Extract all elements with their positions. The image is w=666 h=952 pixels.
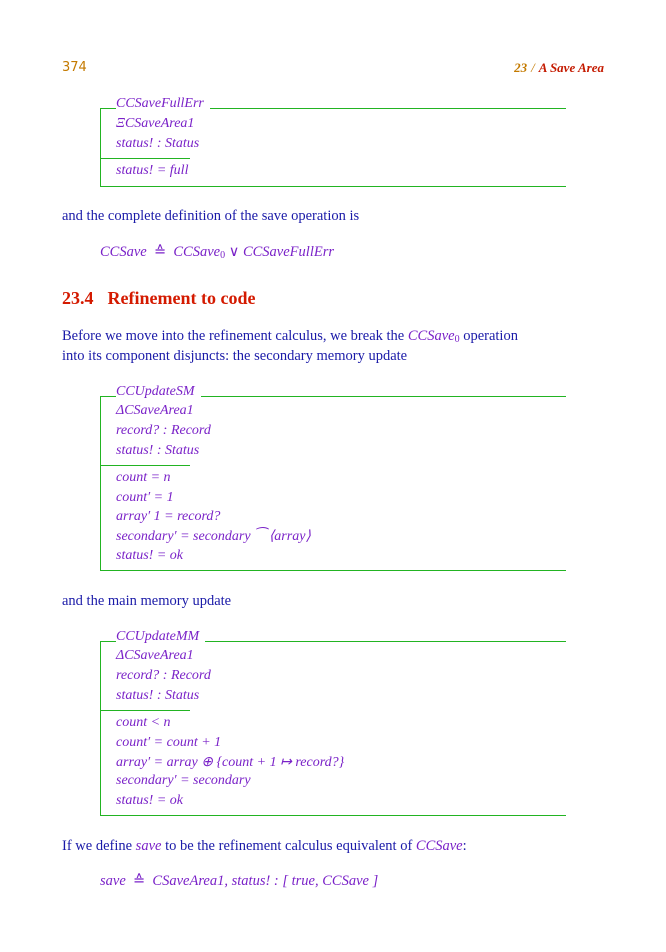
def-lhs: CCSave xyxy=(100,244,147,260)
schema-ccupdatemm xyxy=(100,631,566,817)
chapter-title: A Save Area xyxy=(538,60,604,75)
schema-pred: count′ = count + 1 xyxy=(116,735,222,750)
text-ref-sub: 0 xyxy=(454,334,460,345)
schema-decl: ΔCSaveArea1 xyxy=(116,648,194,663)
schema-decl: status! : Status xyxy=(116,136,200,151)
def-rhs-b: CCSaveFullErr xyxy=(242,244,334,260)
paragraph-line: into its component disjuncts: the secondary memory update xyxy=(62,348,408,364)
schema-divider xyxy=(100,710,190,711)
running-head xyxy=(514,60,604,76)
def-or: ∨ xyxy=(228,244,240,260)
text-save: save xyxy=(135,838,162,854)
definition-ccsave xyxy=(100,244,334,261)
schema-left-rule xyxy=(100,108,101,186)
text-part: operation xyxy=(459,328,518,344)
text-ref: CCSave xyxy=(407,328,455,344)
schema-pred: count′ = 1 xyxy=(116,490,174,505)
schema-name: CCUpdateSM xyxy=(116,384,201,400)
section-number: 23.4 xyxy=(62,288,94,308)
schema-name: CCUpdateMM xyxy=(116,629,205,645)
section-heading xyxy=(62,288,269,309)
schema-pred: count < n xyxy=(116,715,171,730)
schema-bottom-rule xyxy=(100,815,566,816)
schema-left-rule xyxy=(100,641,101,815)
text-part: : xyxy=(462,838,467,854)
schema-pred: secondary′ = secondary xyxy=(116,773,251,788)
schema-ccupdatesm xyxy=(100,386,566,572)
def-lhs: save xyxy=(100,873,126,889)
paragraph: and the complete definition of the save operation is xyxy=(62,208,360,224)
schema-left-rule xyxy=(100,396,101,570)
text-part: Before we move into the refinement calculus, we break the xyxy=(62,328,408,344)
schema-bottom-rule xyxy=(100,186,566,187)
schema-decl: status! : Status xyxy=(116,443,200,458)
schema-divider xyxy=(100,158,190,159)
running-head-separator: / xyxy=(531,60,535,75)
page-number: 374 xyxy=(62,60,87,75)
section-title: Refinement to code xyxy=(107,288,256,308)
schema-bottom-rule xyxy=(100,570,566,571)
def-rhs-a: CCSave xyxy=(173,244,221,260)
def-equals: ≙ xyxy=(133,873,146,889)
def-equals: ≙ xyxy=(153,244,167,260)
chapter-number: 23 xyxy=(514,60,528,75)
schema-decl: ΞCSaveArea1 xyxy=(116,116,195,131)
schema-divider xyxy=(100,465,190,466)
paragraph xyxy=(62,328,518,345)
schema-pred: secondary′ = secondary ⁀ ⟨array⟩ xyxy=(116,529,311,544)
schema-name: CCSaveFullErr xyxy=(116,96,210,112)
schema-decl: ΔCSaveArea1 xyxy=(116,403,194,418)
schema-pred: array′ 1 = record? xyxy=(116,509,221,524)
def-rhs-a-sub: 0 xyxy=(220,250,226,261)
schema-ccsavefullerr xyxy=(100,96,566,188)
schema-pred: status! = full xyxy=(116,163,189,178)
schema-pred: status! = ok xyxy=(116,793,183,808)
schema-pred: status! = ok xyxy=(116,548,183,563)
text-part: to be the refinement calculus equivalent of xyxy=(161,838,416,854)
schema-decl: record? : Record xyxy=(116,668,211,683)
paragraph: and the main memory update xyxy=(62,593,232,609)
def-rhs: CSaveArea1, status! : [ true, CCSave ] xyxy=(152,873,379,889)
schema-pred: array′ = array ⊕ {count + 1 ↦ record?} xyxy=(116,755,345,770)
schema-decl: status! : Status xyxy=(116,688,200,703)
schema-pred: count = n xyxy=(116,470,171,485)
text-part: If we define xyxy=(62,838,136,854)
text-ref: CCSave xyxy=(415,838,463,854)
paragraph xyxy=(62,838,467,855)
definition-save xyxy=(100,873,378,890)
schema-decl: record? : Record xyxy=(116,423,211,438)
